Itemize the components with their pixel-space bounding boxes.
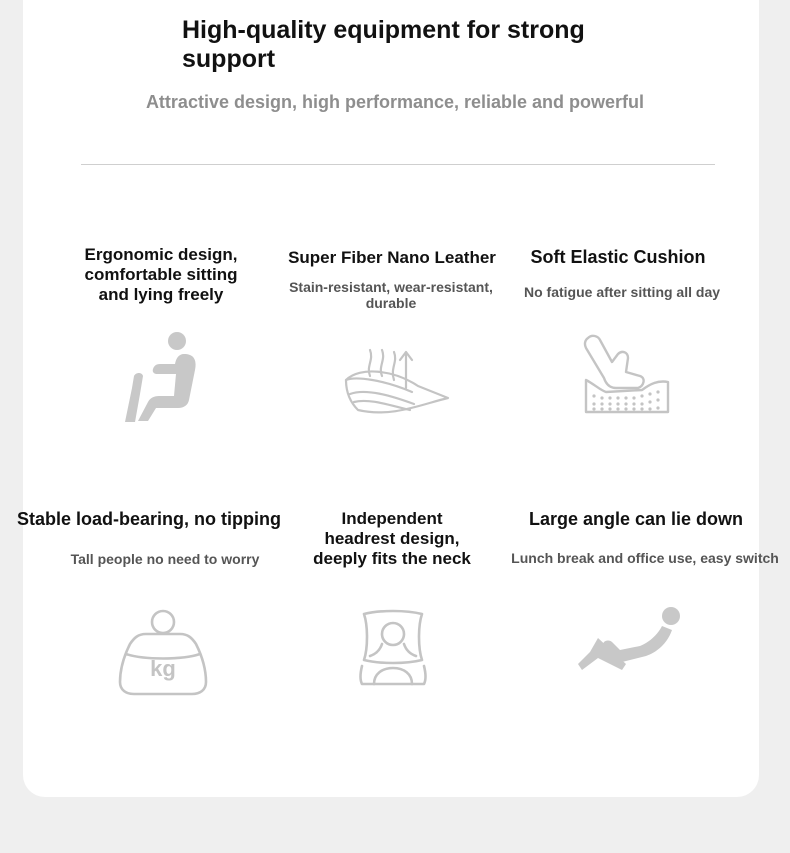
feature-title-ergonomic: Ergonomic design, comfortable sitting and lying freely: [84, 245, 238, 304]
feature-subtitle-load-bearing: Tall people no need to worry: [70, 551, 260, 567]
page-title: High-quality equipment for strong support: [182, 16, 585, 73]
kg-weight-icon: [116, 608, 210, 696]
divider: [81, 164, 715, 165]
feature-title-recline: Large angle can lie down: [528, 509, 744, 529]
headrest-icon: [356, 608, 430, 686]
reclining-person-icon: [576, 604, 684, 674]
feature-title-headrest: Independent headrest design, deeply fits the neck: [313, 509, 471, 568]
feature-title-cushion: Soft Elastic Cushion: [530, 247, 706, 267]
seated-person-icon: [118, 328, 202, 424]
feature-subtitle-leather: Stain-resistant, wear-resistant, durable: [289, 279, 493, 311]
kg-label: kg: [150, 656, 176, 681]
page-subtitle: Attractive design, high performance, reliable and powerful: [145, 92, 645, 112]
feature-title-leather: Super Fiber Nano Leather: [288, 248, 496, 267]
feature-title-load-bearing: Stable load-bearing, no tipping: [17, 509, 281, 529]
feature-subtitle-cushion: No fatigue after sitting all day: [523, 284, 721, 300]
hand-pressing-cushion-icon: [582, 332, 672, 418]
feature-subtitle-recline: Lunch break and office use, easy switch: [511, 550, 779, 566]
leather-layers-icon: [340, 346, 454, 418]
